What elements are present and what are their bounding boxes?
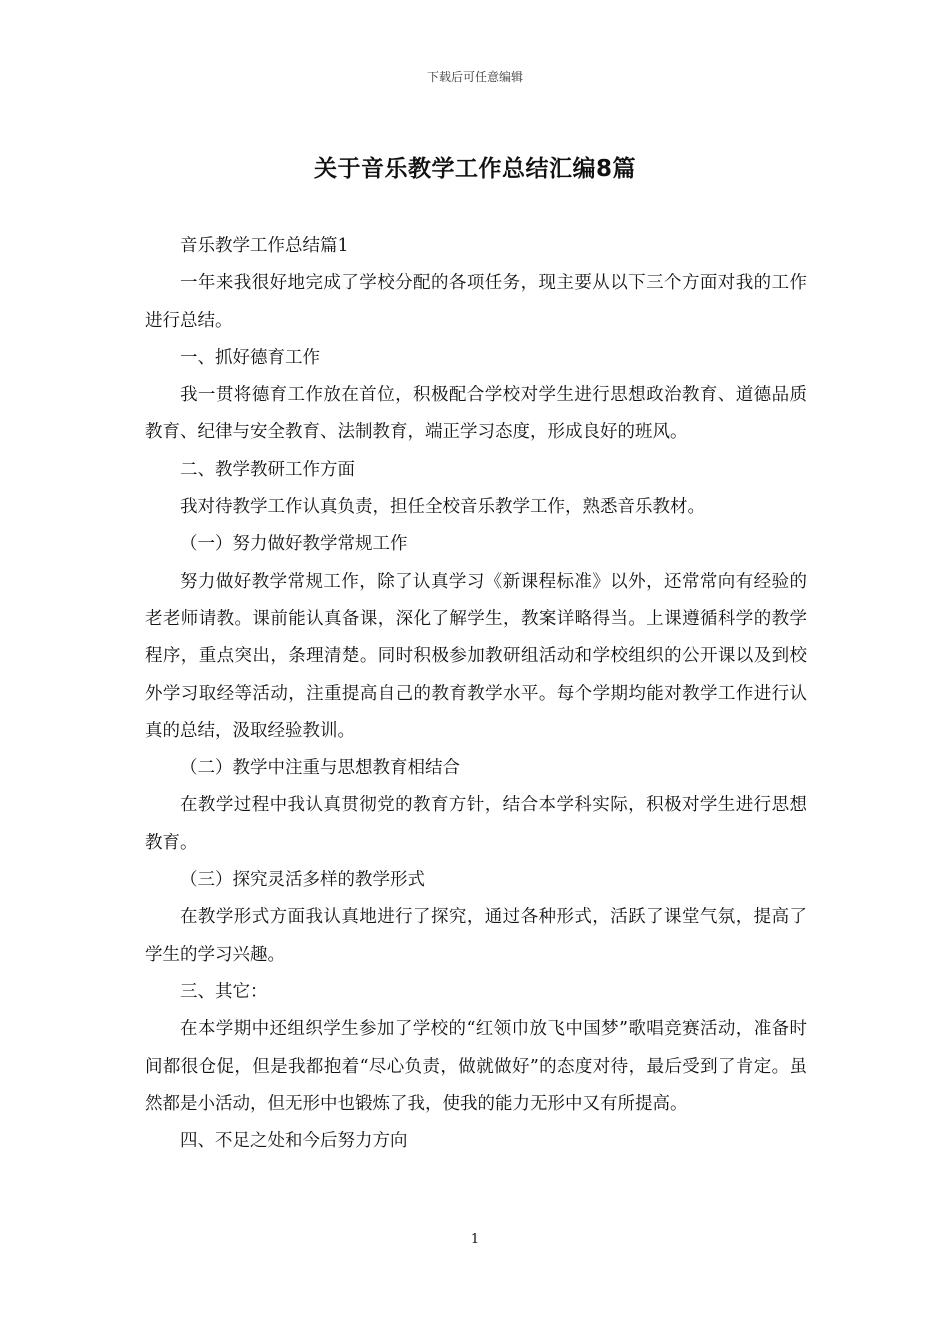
header-note: 下载后可任意编辑 [426,70,523,84]
page-number: 1 [470,1232,480,1247]
subsection-heading: （三）探究灵活多样的教学形式 [180,870,425,891]
section-heading: 二、教学教研工作方面 [180,459,355,480]
paragraph: 在本学期中还组织学生参加了学校的“红领巾放飞中国梦”歌唱竞赛活动，准备时间都很仓促，但是我都抱着“尽心负责，做就做好”的态度对待，最后受到了肯定。虽然都是小活动，但无形中也锻炼了我，使我的能力无形中又有所提高。 [145,1019,807,1114]
paragraph: 在教学过程中我认真贯彻党的教育方针，结合本学科实际，积极对学生进行思想教育。 [145,795,807,853]
paragraph: 一年来我很好地完成了学校分配的各项任务，现主要从以下三个方面对我的工作进行总结。 [145,273,807,331]
paragraph: 我对待教学工作认真负责，担任全校音乐教学工作，熟悉音乐教材。 [180,497,705,518]
paragraph: 努力做好教学常规工作，除了认真学习《新课程标准》以外，还常常向有经验的老老师请教。课前能认真备课，深化了解学生，教案详略得当。上课遵循科学的教学程序，重点突出，条理清楚。同时积极参加教研组活动和学校组织的公开课以及到校外学习取经等活动，注重提高自己的教育教学水平。每个学期均能对教学工作进行认真的总结，汲取经验教训。 [145,571,807,741]
subsection-heading: （二）教学中注重与思想教育相结合 [180,758,460,779]
section-heading: 音乐教学工作总结篇1 [180,236,349,256]
document-body [145,228,807,1160]
paragraph: 我一贯将德育工作放在首位，积极配合学校对学生进行思想政治教育、道德品质教育、纪律与安全教育、法制教育，端正学习态度，形成良好的班风。 [145,385,807,443]
subsection-heading: （一）努力做好教学常规工作 [180,534,408,555]
paragraph: 在教学形式方面我认真地进行了探究，通过各种形式，活跃了课堂气氛，提高了学生的学习兴趣。 [145,907,807,965]
section-heading: 四、不足之处和今后努力方向 [180,1131,408,1152]
document-title: 关于音乐教学工作总结汇编8篇 [313,156,636,182]
section-heading: 三、其它： [180,981,268,1002]
section-heading: 一、抓好德育工作 [180,347,320,368]
